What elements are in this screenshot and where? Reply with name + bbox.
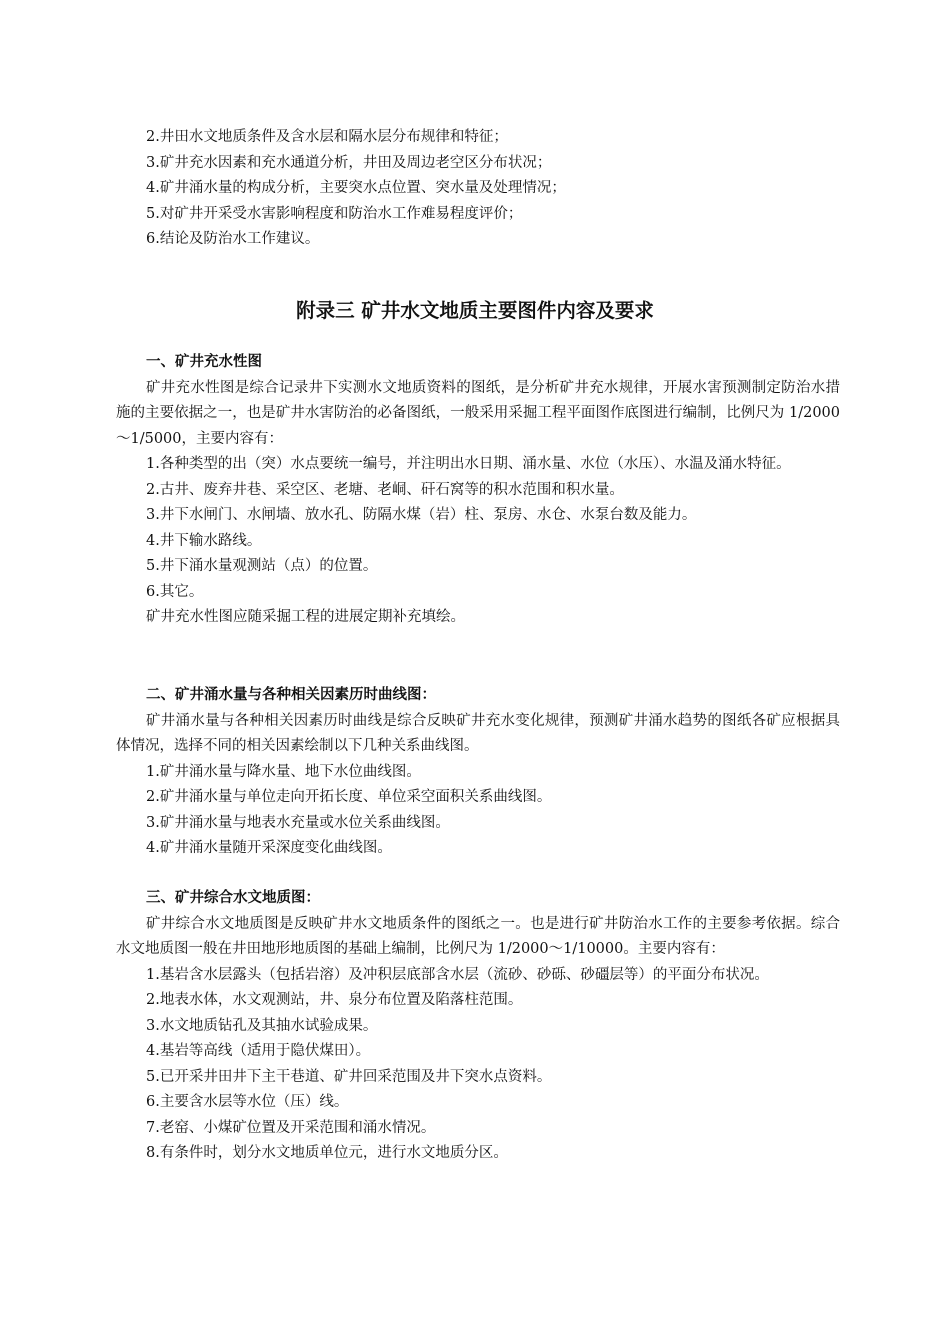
list-item: 2.古井、废弃井巷、采空区、老塘、老峒、矸石窝等的积水范围和积水量。 (146, 481, 624, 498)
list-item: 6.主要含水层等水位（压）线。 (146, 1094, 349, 1110)
list-item: 5.已开采井田井下主干巷道、矿井回采范围及井下突水点资料。 (146, 1068, 552, 1085)
list-item: 6.其它。 (146, 583, 204, 600)
intro-list (116, 125, 840, 253)
section-heading: 二、矿井涌水量与各种相关因素历时曲线图： (146, 687, 436, 703)
list-item: 3.井下水闸门、水闸墙、放水孔、防隔水煤（岩）柱、泵房、水仓、水泵台数及能力。 (146, 507, 697, 523)
section-heading: 三、矿井综合水文地质图： (146, 890, 320, 906)
list-item: 3.矿井涌水量与地表水充量或水位关系曲线图。 (146, 814, 450, 831)
list-item: 5.井下涌水量观测站（点）的位置。 (146, 558, 378, 574)
list-item: 3.矿井充水因素和充水通道分析，井田及周边老空区分布状况； (146, 154, 552, 171)
section-paragraph: 矿井涌水量与各种相关因素历时曲线是综合反映矿井充水变化规律，预测矿井涌水趋势的图纸各矿应根据具体情况，选择不同的相关因素绘制以下几种关系曲线图。 (116, 712, 840, 754)
list-item: 1.矿井涌水量与降水量、地下水位曲线图。 (146, 763, 421, 780)
list-item: 1.各种类型的出（突）水点要统一编号，并注明出水日期、涌水量、水位（水压）、水温及涌水特征。 (146, 456, 791, 472)
list-item: 1.基岩含水层露头（包括岩溶）及冲积层底部含水层（流砂、砂砾、砂礓层等）的平面分布状况。 (146, 966, 769, 983)
appendix-title: 附录三 矿井水文地质主要图件内容及要求 (296, 299, 654, 322)
list-item: 5.对矿井开采受水害影响程度和防治水工作难易程度评价； (146, 205, 523, 222)
section-paragraph: 矿井充水性图是综合记录井下实测水文地质资料的图纸，是分析矿井充水规律，开展水害预测制定防治水措施的主要依据之一，也是矿井水害防治的必备图纸，一般采用采掘工程平面图作底图进行编制，比例尺为 1/2000～1/5000，主要内容有： (116, 379, 840, 447)
section-heading: 一、矿井充水性图 (146, 354, 262, 370)
list-item: 4.基岩等高线（适用于隐伏煤田）。 (146, 1043, 371, 1059)
list-item: 6.结论及防治水工作建议。 (146, 231, 320, 247)
list-item: 8.有条件时，划分水文地质单位元，进行水文地质分区。 (146, 1145, 508, 1161)
list-item: 4.井下输水路线。 (146, 532, 262, 549)
list-item: 2.矿井涌水量与单位走向开拓长度、单位采空面积关系曲线图。 (146, 789, 552, 805)
list-item: 4.矿井涌水量随开采深度变化曲线图。 (146, 840, 392, 856)
section-closing: 矿井充水性图应随采掘工程的进展定期补充填绘。 (146, 609, 465, 625)
list-item: 3.水文地质钻孔及其抽水试验成果。 (146, 1017, 378, 1034)
list-item: 2.井田水文地质条件及含水层和隔水层分布规律和特征； (146, 129, 508, 145)
section-2 (116, 683, 840, 862)
list-item: 2.地表水体，水文观测站，井、泉分布位置及陷落柱范围。 (146, 992, 523, 1008)
section-paragraph: 矿井综合水文地质图是反映矿井水文地质条件的图纸之一。也是进行矿井防治水工作的主要参考依据。综合水文地质图一般在井田地形地质图的基础上编制，比例尺为 1/2000～1/10000。主要内容有： (116, 915, 840, 957)
list-item: 4.矿井涌水量的构成分析，主要突水点位置、突水量及处理情况； (146, 180, 566, 196)
section-3 (116, 886, 840, 1167)
section-1 (116, 350, 840, 631)
list-item: 7.老窑、小煤矿位置及开采范围和涌水情况。 (146, 1119, 436, 1136)
